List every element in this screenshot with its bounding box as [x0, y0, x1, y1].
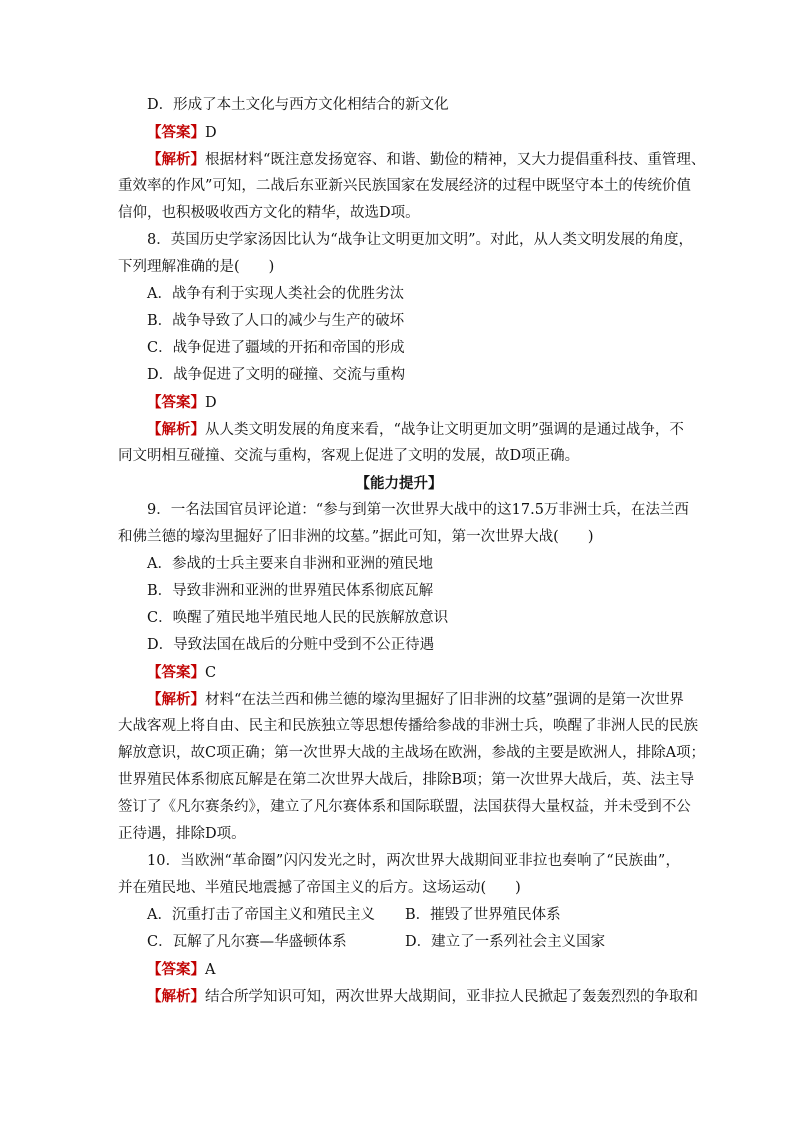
document-content — [118, 92, 706, 1010]
q8-answer — [118, 389, 680, 416]
q8-stem: 下列理解准确的是( ) — [118, 259, 275, 275]
q9-analysis-line: 签订了《凡尔赛条约》，建立了凡尔赛体系和国际联盟，法国获得大量权益，并未受到不公 — [118, 799, 691, 815]
q9-answer — [118, 659, 680, 686]
analysis-tag: 【解析】 — [147, 691, 205, 708]
analysis-text: 材料“在法兰西和佛兰德的壕沟里掘好了旧非洲的坟墓”强调的是第一次世界 — [205, 692, 684, 708]
q8-option-d: D．战争促进了文明的碰撞、交流与重构 — [147, 367, 406, 383]
q8-option-c: C．战争促进了疆域的开拓和帝国的形成 — [147, 340, 405, 356]
answer-value: D — [205, 125, 217, 141]
analysis-tag: 【解析】 — [147, 151, 205, 168]
q7-analysis-line: 信仰，也积极吸收西方文化的精华，故选D项。 — [118, 205, 420, 221]
q9-analysis-line: 正待遇，排除D项。 — [118, 826, 246, 842]
q10-option-c: C．瓦解了凡尔赛—华盛顿体系 — [147, 934, 347, 950]
q9-stem: 9．一名法国官员评论道：“参与到第一次世界大战中的这17.5万非洲士兵，在法兰西 — [147, 502, 689, 518]
answer-tag: 【答案】 — [147, 664, 205, 681]
q8-option-a: A．战争有利于实现人类社会的优胜劣汰 — [147, 286, 404, 302]
answer-value: A — [205, 962, 216, 978]
answer-tag: 【答案】 — [147, 961, 205, 978]
answer-tag: 【答案】 — [147, 124, 205, 141]
q9-option-b: B．导致非洲和亚洲的世界殖民体系彻底瓦解 — [147, 583, 434, 599]
q9-stem: 和佛兰德的壕沟里掘好了旧非洲的坟墓。”据此可知，第一次世界大战( ) — [118, 529, 594, 545]
q10-answer — [118, 956, 680, 983]
q10-stem: 10．当欧洲“革命圈”闪闪发光之时，两次世界大战期间亚非拉也奏响了“民族曲”， — [147, 853, 680, 869]
q7-analysis-line — [118, 146, 706, 173]
q10-options-row — [118, 902, 680, 929]
analysis-text: 从人类文明发展的角度来看，“战争让文明更加文明”强调的是通过战争，不 — [205, 422, 684, 438]
q7-option-d: D．形成了本土文化与西方文化相结合的新文化 — [147, 97, 449, 113]
q9-option-c: C．唤醒了殖民地半殖民地人民的民族解放意识 — [147, 610, 449, 626]
section-heading: 【能力提升】 — [355, 475, 443, 492]
analysis-text: 根据材料“既注意发扬宽容、和谐、勤俭的精神，又大力提倡重科技、重管理、 — [205, 152, 706, 168]
analysis-text: 结合所学知识可知，两次世界大战期间，亚非拉人民掀起了轰轰烈烈的争取和 — [205, 989, 698, 1005]
q9-option-d: D．导致法国在战后的分赃中受到不公正待遇 — [147, 637, 435, 653]
q9-analysis-line — [118, 686, 684, 713]
answer-value: C — [205, 665, 217, 681]
q9-analysis-line: 世界殖民体系彻底瓦解是在第二次世界大战后，排除B项；第一次世界大战后，英、法主导 — [118, 772, 695, 788]
q8-option-b: B．战争导致了人口的减少与生产的破坏 — [147, 313, 405, 329]
q10-option-b: B．摧毁了世界殖民体系 — [405, 907, 561, 923]
q7-analysis-line: 重效率的作风”可知，二战后东亚新兴民族国家在发展经济的过程中既坚守本土的传统价值 — [118, 178, 691, 194]
analysis-tag: 【解析】 — [147, 988, 205, 1005]
analysis-tag: 【解析】 — [147, 421, 205, 438]
q10-options-row — [118, 929, 680, 956]
q8-analysis-line: 同文明相互碰撞、交流与重构，客观上促进了文明的发展，故D项正确。 — [118, 448, 580, 464]
q9-option-a: A．参战的士兵主要来自非洲和亚洲的殖民地 — [147, 556, 433, 572]
q9-analysis-line: 大战客观上将自由、民主和民族独立等思想传播给参战的非洲士兵，唤醒了非洲人民的民族 — [118, 718, 698, 734]
q7-answer — [118, 119, 680, 146]
q8-stem: 8．英国历史学家汤因比认为“战争让文明更加文明”。对此，从人类文明发展的角度， — [147, 232, 694, 248]
q10-analysis-line — [118, 983, 698, 1010]
answer-tag: 【答案】 — [147, 394, 205, 411]
q9-analysis-line: 解放意识，故C项正确；第一次世界大战的主战场在欧洲，参战的主要是欧洲人，排除A项； — [118, 745, 706, 761]
answer-value: D — [205, 395, 217, 411]
q10-option-a: A．沉重打击了帝国主义和殖民主义 — [147, 907, 375, 923]
q10-option-d: D．建立了一系列社会主义国家 — [405, 934, 606, 950]
q10-stem: 并在殖民地、半殖民地震撼了帝国主义的后方。这场运动( ) — [118, 880, 521, 896]
q8-analysis-line — [118, 416, 684, 443]
